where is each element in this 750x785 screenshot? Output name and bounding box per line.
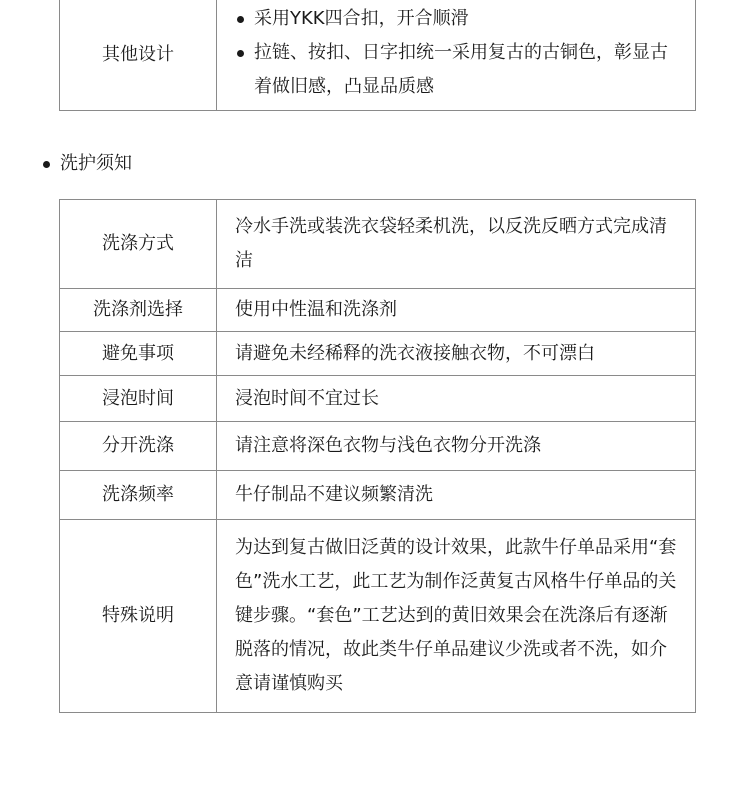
table-row: [60, 0, 696, 111]
row-label: 特殊说明: [60, 520, 217, 713]
table-row: [60, 471, 696, 520]
table-row: [60, 422, 696, 471]
row-label: 分开洗涤: [60, 422, 217, 471]
list-item: 拉链、按扣、日字扣统一采用复古的古铜色，彰显古着做旧感，凸显品质感: [237, 36, 683, 104]
section-heading-text: 洗护须知: [60, 153, 132, 174]
section-heading: [43, 148, 132, 180]
row-value: 冷水手洗或装洗衣袋轻柔机洗，以反洗反晒方式完成清洁: [217, 200, 696, 289]
row-value: 为达到复古做旧泛黄的设计效果，此款牛仔单品采用“套色”洗水工艺，此工艺为制作泛黄复古风格牛仔单品的关键步骤。“套色”工艺达到的黄旧效果会在洗涤后有逐渐脱落的情况，故此类牛仔单品建议少洗或者不洗，如介意请谨慎购买: [217, 520, 696, 713]
row-label: 洗涤方式: [60, 200, 217, 289]
row-label: 洗涤频率: [60, 471, 217, 520]
row-label: 其他设计: [60, 0, 217, 111]
row-value: 请避免未经稀释的洗衣液接触衣物，不可漂白: [217, 332, 696, 376]
row-value: 使用中性温和洗涤剂: [217, 289, 696, 332]
table-row: [60, 332, 696, 376]
table-row: [60, 289, 696, 332]
list-item: 采用YKK四合扣，开合顺滑: [237, 2, 683, 36]
table-row: [60, 520, 696, 713]
design-table: [59, 0, 696, 111]
table-row: [60, 200, 696, 289]
row-label: 洗涤剂选择: [60, 289, 217, 332]
design-bullet-list: [237, 2, 683, 104]
row-value: [217, 0, 696, 111]
row-value: 请注意将深色衣物与浅色衣物分开洗涤: [217, 422, 696, 471]
table-row: [60, 376, 696, 422]
row-label: 避免事项: [60, 332, 217, 376]
care-table: [59, 199, 696, 713]
row-value: 牛仔制品不建议频繁清洗: [217, 471, 696, 520]
bullet-dot-icon: [43, 161, 50, 168]
row-value: 浸泡时间不宜过长: [217, 376, 696, 422]
row-label: 浸泡时间: [60, 376, 217, 422]
